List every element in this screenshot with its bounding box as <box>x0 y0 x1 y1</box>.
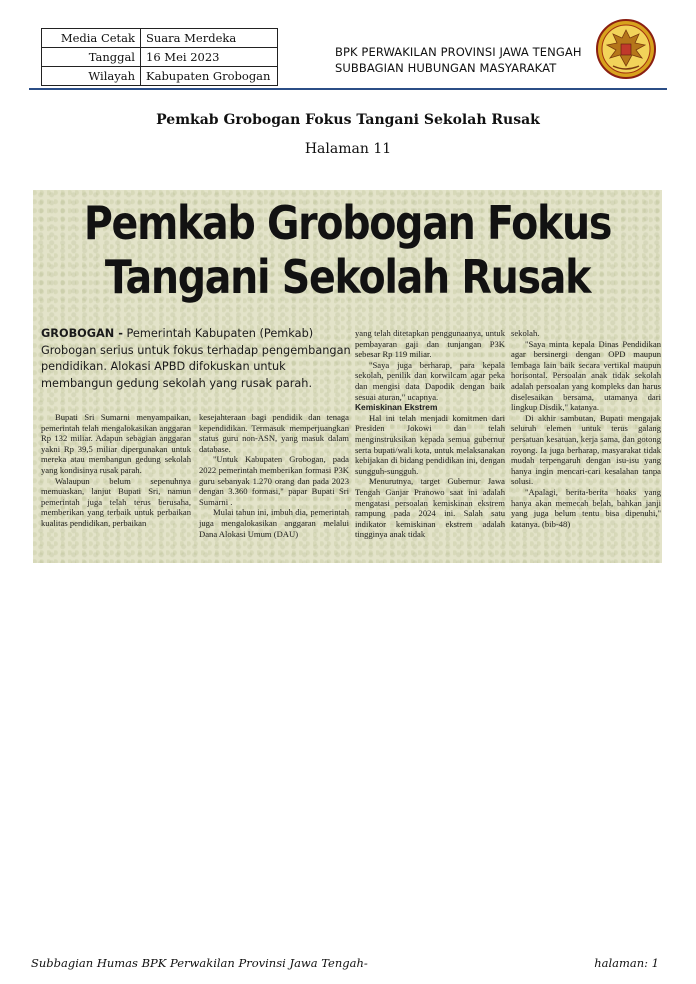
paragraph: Hal ini telah menjadi komitmen dari Presiden Jokowi dan telah menginstruksikan kepada semua gubernur serta bupati/wali kota, untuk melaksanakan kebijakan di bidang pendidikan ini, dengan sungguh-sungguh. <box>355 412 505 476</box>
paragraph: "Untuk Kabupaten Grobogan, pada 2022 pemerintah memberikan formasi P3K guru sebanyak 1.270 orang dan pada 2023 dengan 3.360 formasi," papar Bupati Sri Sumarni . <box>199 454 349 507</box>
meta-value: Kabupaten Grobogan <box>141 67 278 86</box>
article-column-4 <box>511 328 661 529</box>
document-page-label: Halaman 11 <box>304 141 392 157</box>
meta-row-region <box>42 67 278 86</box>
lead-text: Pemerintah Kabupaten (Pemkab) Grobogan serius untuk fokus terhadap pengembangan pendidikan. Alokasi APBD difokuskan untuk membangun gedung sekolah yang rusak parah. <box>41 327 351 390</box>
clipping-headline-line-1: Pemkab Grobogan Fokus <box>83 196 612 250</box>
meta-label: Media Cetak <box>42 29 141 48</box>
meta-row-media <box>42 29 278 48</box>
article-column-1 <box>41 412 191 529</box>
paragraph: sekolah. <box>511 328 540 338</box>
meta-row-date <box>42 48 278 67</box>
header-divider <box>29 88 667 90</box>
document-title: Pemkab Grobogan Fokus Tangani Sekolah Rusak <box>156 112 540 128</box>
paragraph: Di akhir sambutan, Bupati mengajak seluruh elemen untuk terus galang persatuan kesatuan, kerja sama, dan gotong royong. Ia juga berharap, masyarakat tidak mudah terpengaruh dengan isu-isu yang hanya ingin mencari-cari kesalahan tanpa solusi. <box>511 412 661 487</box>
meta-label: Wilayah <box>42 67 141 86</box>
footer-page-number: halaman: 1 <box>594 956 659 970</box>
clipping-headline-line-2: Tangani Sekolah Rusak <box>104 250 591 304</box>
footer-department: Subbagian Humas BPK Perwakilan Provinsi Jawa Tengah- <box>31 956 368 970</box>
lead-dateline: GROBOGAN - <box>41 327 123 340</box>
meta-value: 16 Mei 2023 <box>141 48 278 67</box>
paragraph: "Saya minta kepala Dinas Pendidikan agar bersinergi dengan OPD maupun lembaga lain baik secara vertikal maupun horisontal. Persoalan anak tidak sekolah adalah persoalan yang kompleks dan harus diselesaikan bersama, utamanya dari lingkup Disdik," katanya. <box>511 338 661 413</box>
org-line-1: BPK PERWAKILAN PROVINSI JAWA TENGAH <box>335 45 582 59</box>
article-column-2 <box>199 412 349 539</box>
paragraph: "Saya juga berharap, para kepala sekolah, penilik dan korwilcam agar peka dan mengisi data Dapodik dengan baik sesuai aturan," ucapnya. <box>355 359 505 402</box>
section-subhead: Kemiskinan Ekstrem <box>355 402 438 413</box>
article-column-3 <box>355 328 505 540</box>
paragraph: kesejahteraan bagi pendidik dan tenaga kependidikan. Termasuk memperjuangkan status guru non-ASN, yang masuk dalam database. <box>199 412 349 454</box>
paragraph: Mulai tahun ini, imbuh dia, pemerintah juga mengalokasikan anggaran melalui Dana Alokasi Umum (DAU) <box>199 507 349 539</box>
paragraph: yang telah ditetapkan penggunaanya, untuk pembayaran gaji dan tunjangan P3K sebesar Rp 119 miliar. <box>355 328 505 360</box>
meta-value: Suara Merdeka <box>141 29 278 48</box>
paragraph: Menurutnya, target Gubernur Jawa Tengah Ganjar Pranowo saat ini adalah mengatasi persoalan kemiskinan ekstrem rampung pada 2024 ini. Salah satu indikator kemiskinan ekstrem adalah tingginya anak tidak <box>355 476 505 540</box>
meta-label: Tanggal <box>42 48 141 67</box>
paragraph: Bupati Sri Sumarni menyampaikan, pemerintah telah mengalokasikan anggaran Rp 132 miliar. Adapun sebagian anggaran yakni Rp 39,5 miliar dipergunakan untuk merekа atau membangun gedung sekolah yang kondisinya rusak parah. <box>41 412 191 475</box>
newspaper-clipping <box>33 190 662 563</box>
media-info-table <box>41 28 278 86</box>
garuda-emblem-icon <box>595 18 657 80</box>
org-line-2: SUBBAGIAN HUBUNGAN MASYARAKAT <box>335 61 557 75</box>
org-name <box>335 44 582 76</box>
paragraph: Walaupun belum sepenuhnya memuaskan, lanjut Bupati Sri, namun pemerintah juga telah terus berusaha, memberikan yang terbaik untuk perbaikan kualitas pendidikan, perbaikan <box>41 475 191 528</box>
paragraph: "Apalagi, berita-berita hoaks yang hanya akan memecah belah, bahkan janji yang juga belum tentu bisa dipenuhi," katanya. (bib-48) <box>511 486 661 529</box>
clipping-lead <box>41 326 357 392</box>
